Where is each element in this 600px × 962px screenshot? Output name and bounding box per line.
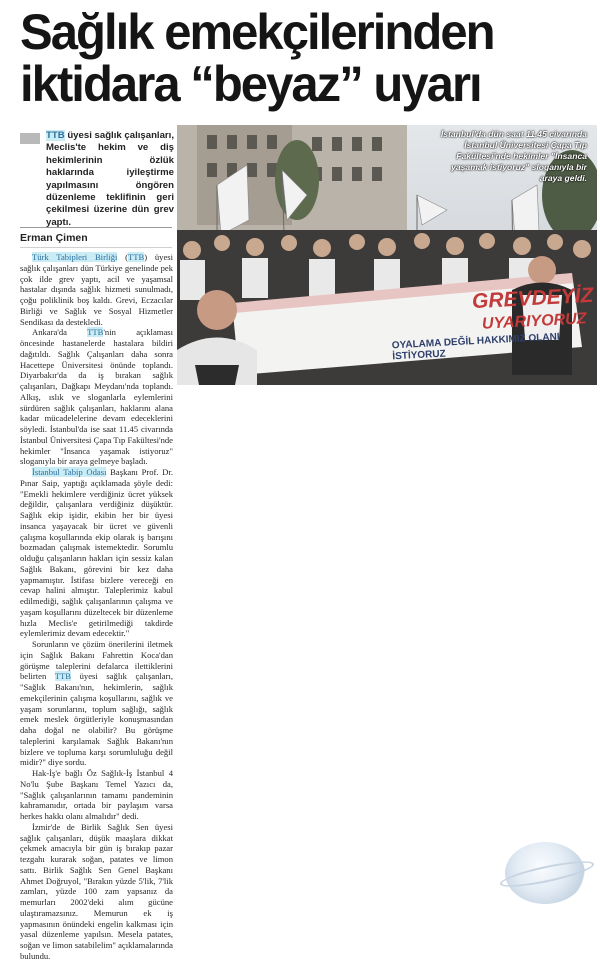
protest-photo: [177, 125, 597, 385]
body-text: ) üyesi sağlık çalışanları dün Türkiye genelinde pek çok ilde grev yaptı, acil ve yaşamsal hastalar dışında sağlık hizmeti sunulmadı, çoğu poliklinik boş kaldı. Grevi, Eczacılar Birliği ve Sağlık ve Sosyal Hizmetler Sendikası da destekledi.: [20, 252, 174, 327]
author-byline: Erman Çimen: [20, 232, 88, 244]
headline-line-2: iktidara “beyaz” uyarı: [20, 56, 481, 112]
body-paragraph-5: Hak-İş'e bağlı Öz Sağlık-İş İstanbul 4 No'lu Şube Başkanı Temel Yazıcı da, "Sağlık çalışanlarının tamamı pandeminin kahramanıdır, ortada bir paylaşım varsa herkes hakkı olanı almalıdır" dedi.: [20, 768, 173, 821]
article-body: [20, 252, 173, 962]
body-text: Sorunların ve çözüm önerilerini iletmek için Sağlık Bakanı Fahrettin Koca'dan görüşme taleplerini defalarca ilettiklerini belirten: [20, 639, 173, 682]
banner-text-small: OYALAMA DEĞİL HAKKIMIZ OLANI İSTİYORUZ: [391, 331, 560, 363]
headline: [20, 6, 584, 110]
globe-watermark-icon: [505, 842, 585, 904]
photo-caption: İstanbul'da dün saat 11.45 civarında İstanbul Üniversitesi Çapa Tıp Fakültesi'nde hekimler "İnsanca yaşamak istiyoruz" sloganıyla bir araya geldi.: [440, 129, 587, 183]
author-rule-top: [20, 227, 172, 228]
highlight-ito: İstanbul Tabip Odası: [32, 467, 107, 477]
body-paragraph-4: [20, 639, 173, 768]
lead-marker: [20, 133, 40, 144]
headline-line-1: Sağlık emekçilerinden: [20, 4, 494, 60]
banner-text-line-1: GREVDEYİZ: [471, 283, 594, 314]
lead-paragraph: [46, 130, 174, 229]
banner-text-line-2: UYARIYORUZ: [481, 310, 587, 333]
body-text: 'nin açıklaması öncesinde hastanelerde hastalara bildiri dağıtıldı. Sağlık Çalışanları daha sonra Hacettepe Üniversitesi önünde toplandı. Diyarbakır'da da iş bırakan sağlık çalışanları, Dağkapı Meydanı'nda toplandı. Alkış, ıslık ve sloganlarla eylemlerini sürdüren sağlık çalışanları, haklarını alana kadar mücadelelerine devam edeceklerini söyledi. İstanbul'da ise saat 11.45 civarında İstanbul Üniversitesi Çapa Tıp Fakültesi'nde hekimler "İnsanca yaşamak istiyoruz" sloganıyla bir araya gelmeye başladı.: [20, 327, 173, 467]
body-paragraph-1: [20, 252, 173, 327]
highlight-ttb: TTB: [128, 252, 145, 262]
body-text: üyesi sağlık çalışanları, "Sağlık Bakanı'nın, hekimlerin, sağlık emekçilerinin çalışma koşullarını, sağlık ve yaşam sorunlarını, toplum sağlığı, sağlık emek meslek örgütleriyle konuşmasından daha doğal ne olabilir? Bu görüşme taleplerini karşılamak Sağlık Bakanı'nın bizlere ve topluma karşı sorumluluğu değil midir?" diye sordu.: [20, 671, 173, 768]
highlight-ttb-full: Türk Tabipleri Birliği: [32, 252, 118, 262]
highlight-ttb: TTB: [87, 327, 104, 338]
body-paragraph-2: [20, 327, 173, 467]
highlight-ttb: TTB: [54, 671, 71, 682]
body-text: (: [117, 252, 129, 262]
highlight-ttb: TTB: [46, 130, 65, 141]
body-text: Ankara'da: [32, 327, 88, 338]
lead-text: üyesi sağlık çalışanları, Meclis'te hekim ve diş hekimlerinin özlük haklarında iyileştirme yapılmasını öngören düzenleme teklifinin geri çekilmesi üzerine dün grev yaptı.: [46, 130, 174, 228]
author-rule-bottom: [20, 247, 172, 248]
body-paragraph-3: [20, 467, 173, 639]
body-paragraph-6: İzmir'de de Birlik Sağlık Sen üyesi sağlık çalışanları, düşük maaşlara dikkat çekmek amacıyla bir gün iş bırakıp pazar tezgahı kurarak soğan, patates ve limon sattı. Birlik Sağlık Sen Genel Başkanı Ahmet Doğruyol, "Bırakın yüzde 5'lik, 7'lik zamları, yüzde 100 zam yapsanız da memurları 2002'deki alım gücüne ulaştıramazsınız. Memurun ek iş yapmasının önündeki engelin kalkması için yasal düzenleme yapılsın. Mesela patates, soğan ve limon satabilelim" açıklamalarında bulundu.: [20, 821, 173, 961]
body-text: Başkanı Prof. Dr. Pınar Saip, yaptığı açıklamada şöyle dedi: "Emekli hekimlere verdiğiniz ücret yüksek değildir, çalışanlara verdiğiniz düşüktür. Sağlık ekip işidir, ekibin her bir üyesi insanca yaşayacak bir ücret ve güvenli çalışma koşullarında ekip olarak iş barışını bozmadan çalışmak istemektedir. Sorumlu olduğu çalışanların hakları için sessiz kalan Sağlık Bakanı, görevini bir kez daha yapmamıştır. İstifası bizlere vereceği en cevap halini almıştır. Taleplerimiz kabul edilmediği, sağlık çalışanlarının çalışma ve yaşam koşullarını düzeltecek bir düzenleme hızla Meclis'e getirilmediği takdirde eylemlerimiz devam edecektir.": [20, 467, 173, 639]
